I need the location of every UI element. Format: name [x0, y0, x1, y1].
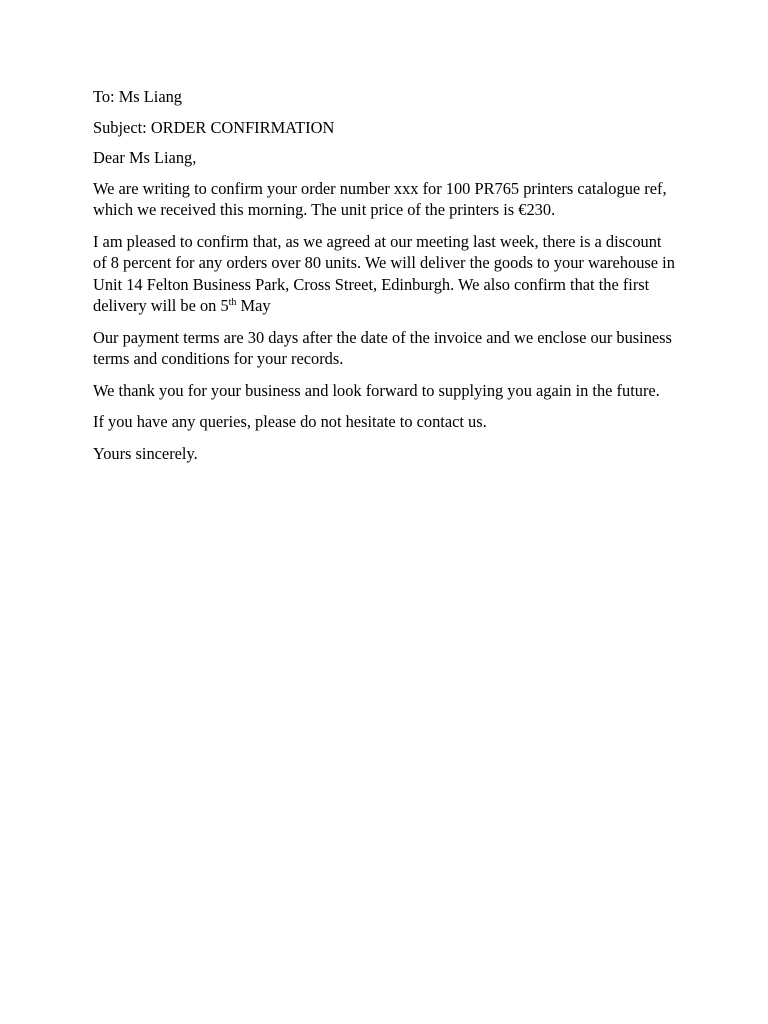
date-ordinal-suffix: th — [228, 297, 237, 308]
paragraph-discount-delivery — [93, 231, 678, 317]
recipient-line: To: Ms Liang — [93, 87, 182, 106]
paragraph-thanks: We thank you for your business and look forward to supplying you again in the future. — [93, 380, 660, 400]
paragraph-order-details: We are writing to confirm your order number xxx for 100 PR765 printers catalogue ref, which we received this morning. The unit price of the printers is €230. — [93, 178, 667, 219]
delivery-month: May — [236, 296, 271, 315]
subject-line: Subject: ORDER CONFIRMATION — [93, 117, 335, 137]
paragraph-discount-delivery-text: I am pleased to confirm that, as we agreed at our meeting last week, there is a discount of 8 percent for any orders over 80 units. We will deliver the goods to your warehouse in Unit 14 Felton Business Park, Cross Street, Edinburgh. We also confirm that the first delivery will be on 5 — [93, 231, 675, 315]
paragraph-contact: If you have any queries, please do not hesitate to contact us. — [93, 412, 487, 431]
closing-line: Yours sincerely. — [93, 443, 198, 463]
letter-body — [93, 86, 678, 474]
salutation: Dear Ms Liang, — [93, 148, 197, 167]
paragraph-payment-terms: Our payment terms are 30 days after the date of the invoice and we enclose our business terms and conditions for your records. — [93, 327, 672, 368]
